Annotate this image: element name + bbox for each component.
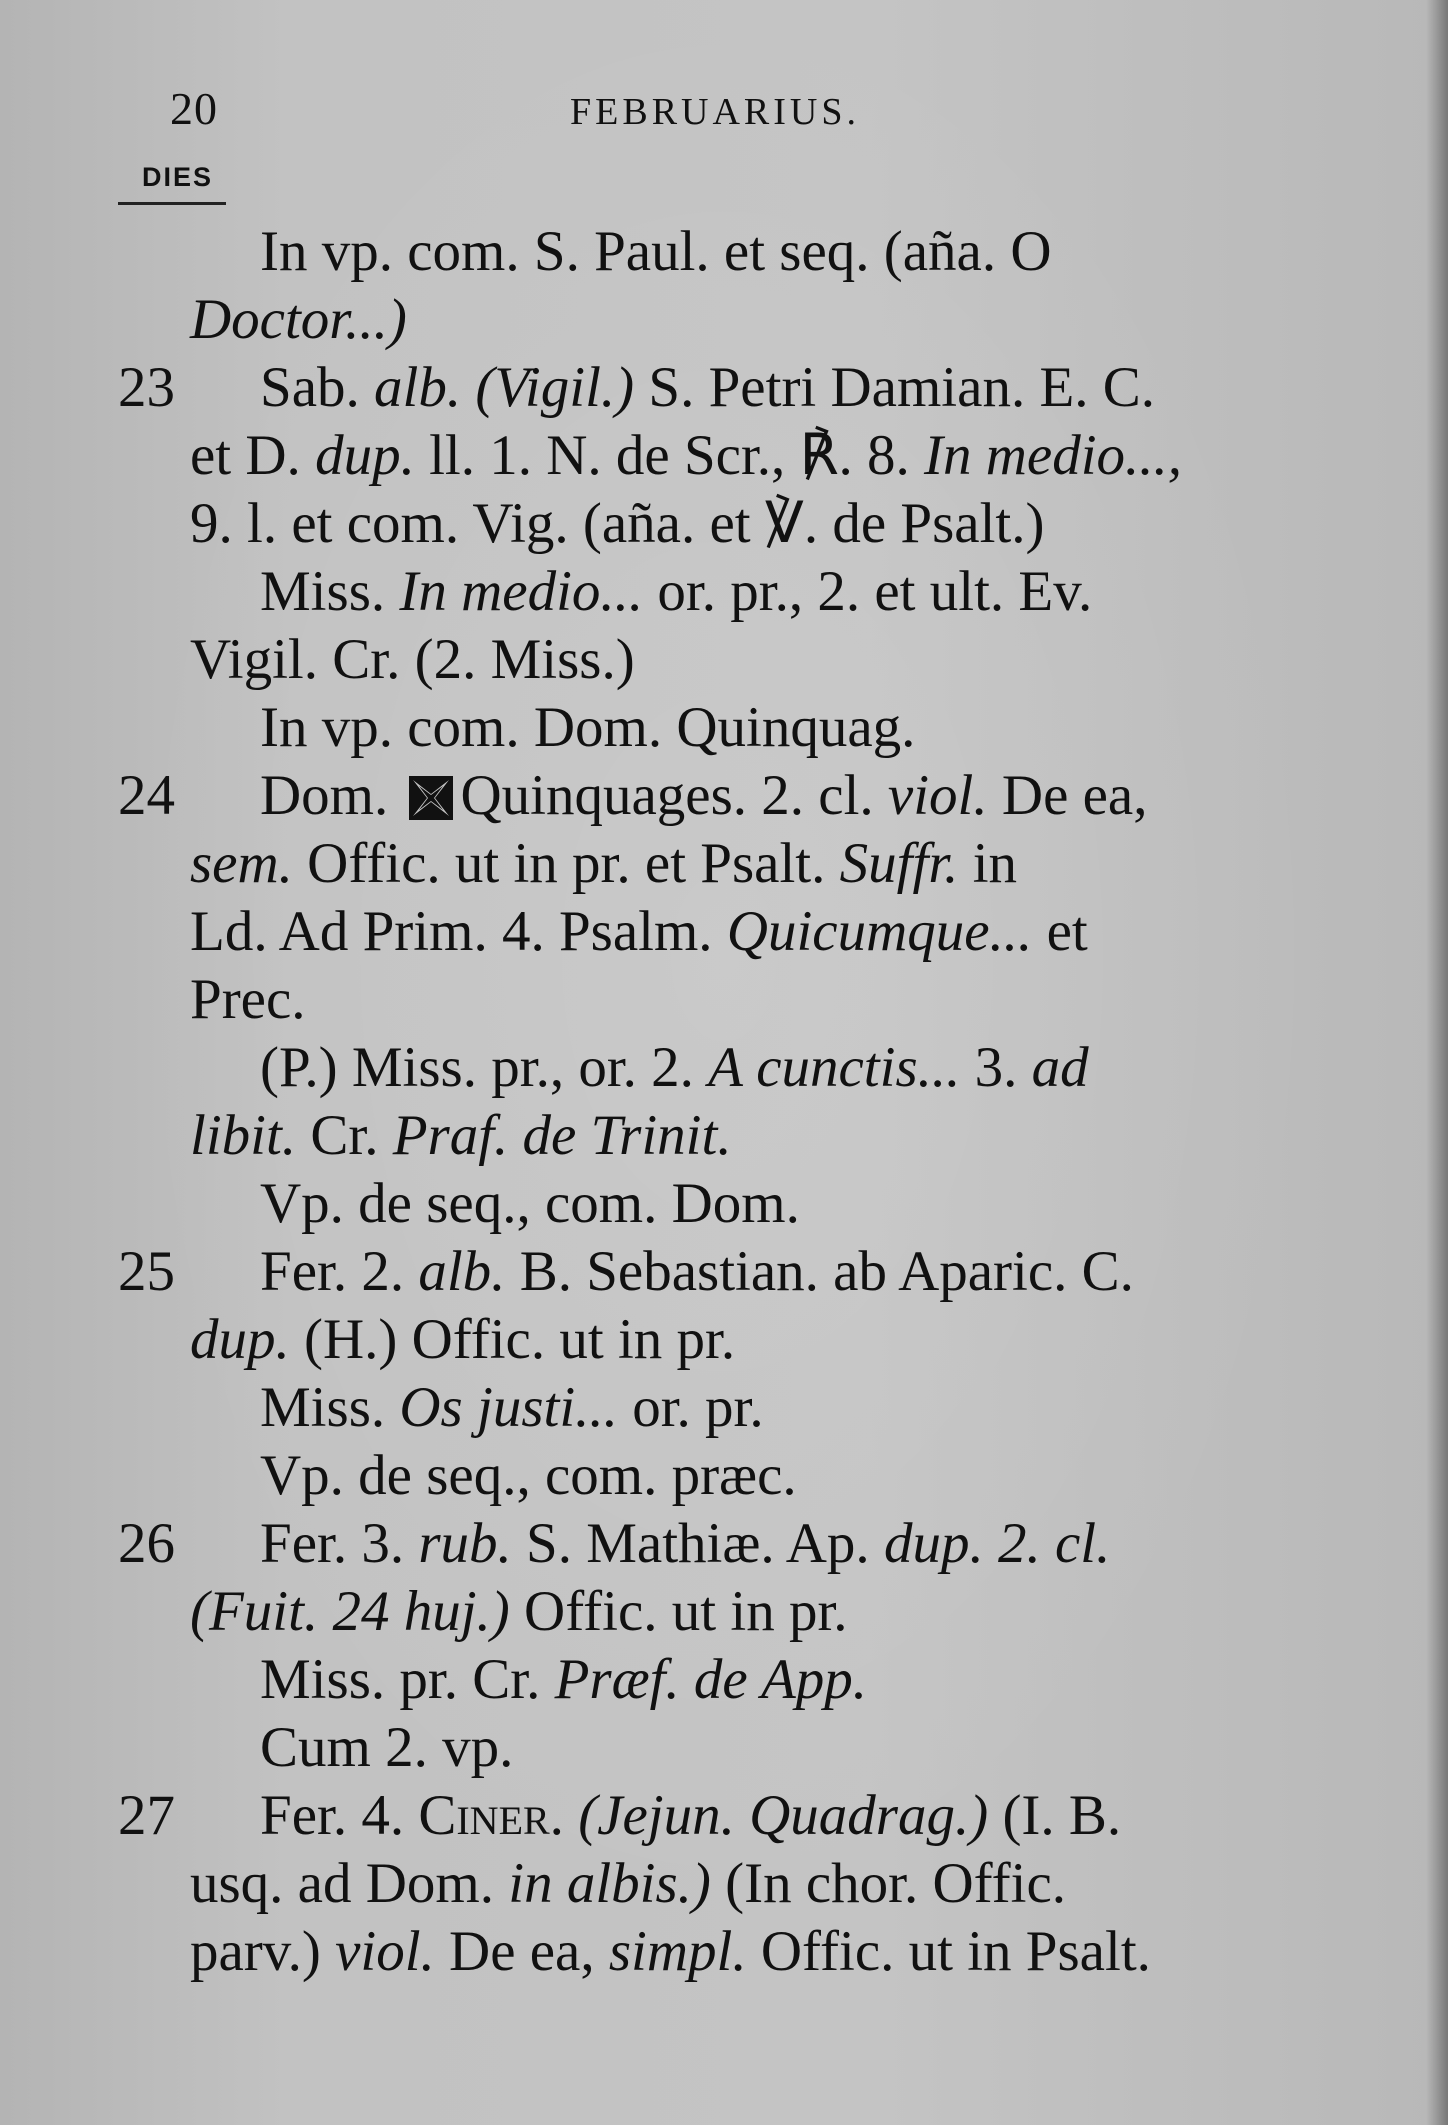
text-line: usq. ad Dom. in albis.) (In chor. Offic. xyxy=(190,1852,1067,1915)
text-line: 9. l. et com. Vig. (aña. et ℣. de Psalt.) xyxy=(190,492,1045,555)
text-line: Miss. pr. Cr. Præf. de App. xyxy=(260,1648,868,1711)
text-line: libit. Cr. Praf. de Trinit. xyxy=(190,1104,732,1167)
running-title: FEBRUARIUS. xyxy=(570,91,860,133)
text-line: Dom. Quinquages. 2. cl. viol. De ea, xyxy=(260,764,1148,827)
text-line: Ld. Ad Prim. 4. Psalm. Quicumque... et xyxy=(190,900,1088,963)
text-line: sem. Offic. ut in pr. et Psalt. Suffr. in xyxy=(190,832,1018,895)
text-line: Prec. xyxy=(190,968,306,1031)
cross-pattee-icon xyxy=(409,776,453,820)
text-line: Cum 2. vp. xyxy=(260,1716,514,1779)
text-line: dup. (H.) Offic. ut in pr. xyxy=(190,1308,736,1371)
text-line: Vp. de seq., com. Dom. xyxy=(260,1172,800,1235)
text-line: et D. dup. ll. 1. N. de Scr., ℟. 8. In medio..., xyxy=(190,424,1183,487)
text-line: Vp. de seq., com. præc. xyxy=(260,1444,797,1507)
text-line: Miss. In medio... or. pr., 2. et ult. Ev. xyxy=(260,560,1093,623)
text-line: (P.) Miss. pr., or. 2. A cunctis... 3. ad xyxy=(260,1036,1089,1099)
day-number: 23 xyxy=(118,356,175,419)
day-number: 24 xyxy=(118,764,175,827)
text-line: Fer. 4. Ciner. (Jejun. Quadrag.) (I. B. xyxy=(260,1784,1122,1847)
day-number: 27 xyxy=(118,1784,175,1847)
day-number: 26 xyxy=(118,1512,175,1575)
text-line: Miss. Os justi... or. pr. xyxy=(260,1376,764,1439)
text-line: (Fuit. 24 huj.) Offic. ut in pr. xyxy=(190,1580,848,1643)
day-number: 25 xyxy=(118,1240,175,1303)
text-line: Fer. 3. rub. S. Mathiæ. Ap. dup. 2. cl. xyxy=(260,1512,1111,1575)
text-line: Fer. 2. alb. B. Sebastian. ab Aparic. C. xyxy=(260,1240,1134,1303)
text-line: Doctor...) xyxy=(190,288,407,351)
text-line: parv.) viol. De ea, simpl. Offic. ut in Psalt. xyxy=(190,1920,1151,1983)
text-line: In vp. com. S. Paul. et seq. (aña. O xyxy=(260,220,1052,283)
column-label: DIES xyxy=(142,162,214,192)
column-label-rule xyxy=(118,202,226,205)
text-line: Sab. alb. (Vigil.) S. Petri Damian. E. C. xyxy=(260,356,1156,419)
page-number: 20 xyxy=(170,83,218,134)
page-edge-shadow xyxy=(1426,0,1448,2125)
text-line: Vigil. Cr. (2. Miss.) xyxy=(190,628,635,691)
text-line: In vp. com. Dom. Quinquag. xyxy=(260,696,916,759)
